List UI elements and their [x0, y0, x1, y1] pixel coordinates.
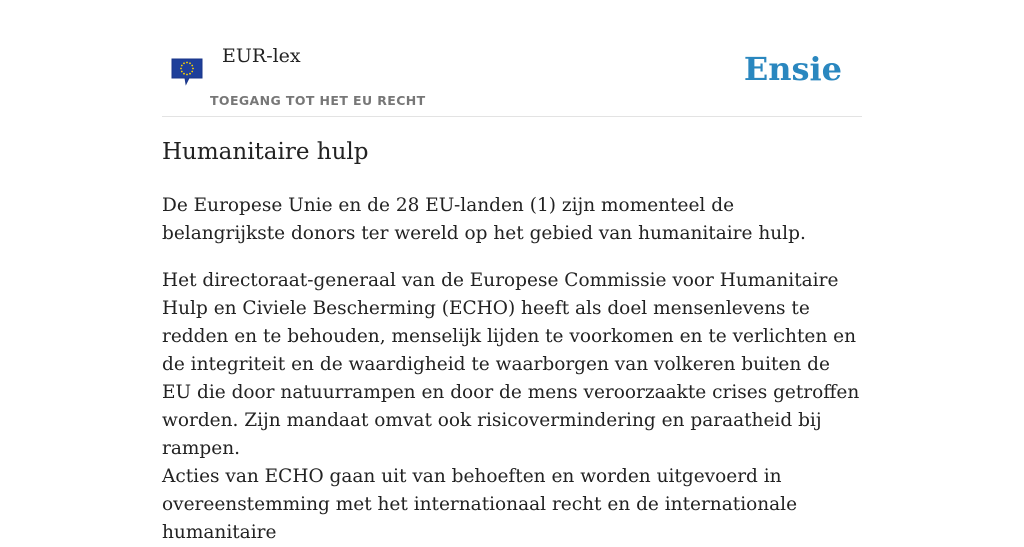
eu-flag-icon[interactable] — [169, 56, 205, 86]
ensie-logo[interactable]: Ensie — [743, 50, 842, 88]
article-paragraph: Het directoraat-generaal van de Europese Commissie voor Humanitaire Hulp en Civiele Bescherming (ECHO) heeft als doel mensenlevens te redden en te behouden, menselijk lijden te voorkomen en te verlichten en de integriteit en de waardigheid te waarborgen van volkeren buiten de EU die door natuurrampen en door de mens veroorzaakte crises getroffen worden. Zijn mandaat omvat ook risicovermindering en paraatheid bij rampen. — [162, 270, 860, 459]
site-tagline: TOEGANG TOT HET EU RECHT — [210, 93, 426, 108]
document-page — [162, 0, 862, 543]
article-title: Humanitaire hulp — [162, 139, 369, 165]
site-header — [162, 0, 862, 117]
site-name[interactable]: EUR-lex — [222, 45, 301, 67]
article-paragraph: Acties van ECHO gaan uit van behoeften en worden uitgevoerd in overeenstemming met het internationaal recht en de internationale humanitaire — [162, 466, 798, 543]
article-paragraph: De Europese Unie en de 28 EU-landen (1) zijn momenteel de belangrijkste donors ter wereld op het gebied van humanitaire hulp. — [162, 195, 806, 244]
